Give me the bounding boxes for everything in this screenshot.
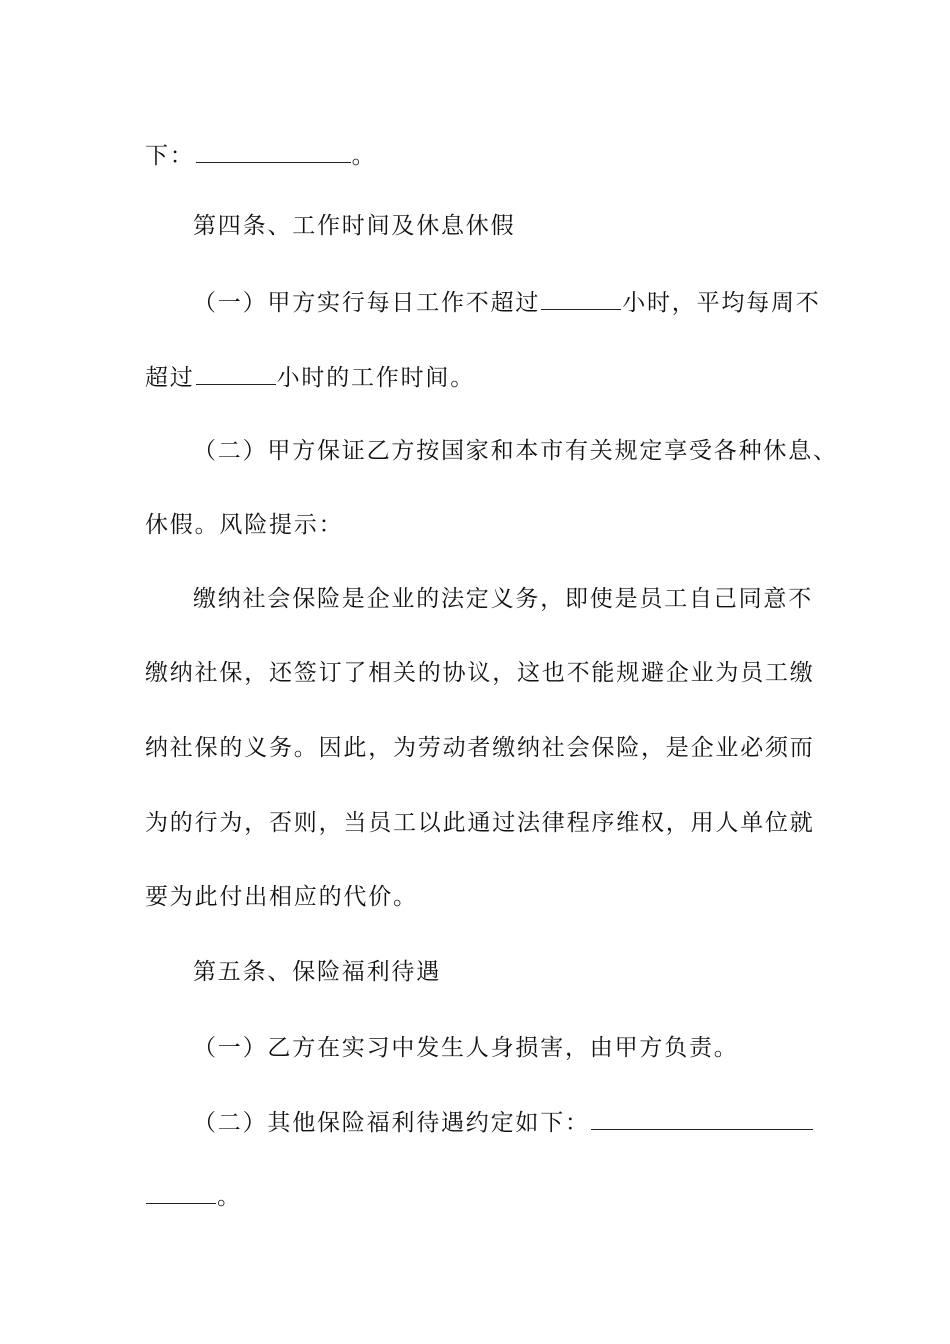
text-line <box>193 287 873 317</box>
fill-in-blank <box>146 1181 216 1204</box>
text-fragment: 。 <box>217 1184 242 1210</box>
text-line: 休假。风险提示： <box>145 512 344 538</box>
text-fragment: 下： <box>145 143 195 169</box>
text-fragment: 。 <box>351 143 377 169</box>
text-line: （一）乙方在实习中发生人身损害，由甲方负责。 <box>193 1035 739 1061</box>
text-line <box>193 1107 873 1137</box>
text-line: 为的行为，否则，当员工以此通过法律程序维权，用人单位就 <box>145 810 815 836</box>
text-fragment: 小时的工作时间。 <box>276 365 476 391</box>
fill-in-blank <box>196 140 351 163</box>
text-line <box>145 140 825 170</box>
text-line <box>145 362 825 392</box>
section-heading: 第五条、保险福利待遇 <box>193 959 441 985</box>
text-line: 要为此付出相应的代价。 <box>145 884 418 910</box>
text-line <box>145 1181 825 1211</box>
fill-in-blank <box>591 1107 813 1130</box>
text-line: （二）甲方保证乙方按国家和本市有关规定享受各种休息、 <box>193 438 838 464</box>
text-line: 缴纳社会保险是企业的法定义务，即使是员工自己同意不 <box>193 586 813 612</box>
text-fragment: （一）甲方实行每日工作不超过 <box>193 290 541 316</box>
text-line: 纳社保的义务。因此，为劳动者缴纳社会保险，是企业必须而 <box>145 735 815 761</box>
section-heading: 第四条、工作时间及休息休假 <box>193 213 516 239</box>
text-fragment: （二）其他保险福利待遇约定如下： <box>193 1110 590 1136</box>
fill-in-blank <box>541 287 621 310</box>
text-fragment: 超过 <box>145 365 195 391</box>
fill-in-blank <box>196 362 276 385</box>
text-fragment: 小时，平均每周不 <box>622 290 821 316</box>
text-line: 缴纳社保，还签订了相关的协议，这也不能规避企业为员工缴 <box>145 660 815 686</box>
